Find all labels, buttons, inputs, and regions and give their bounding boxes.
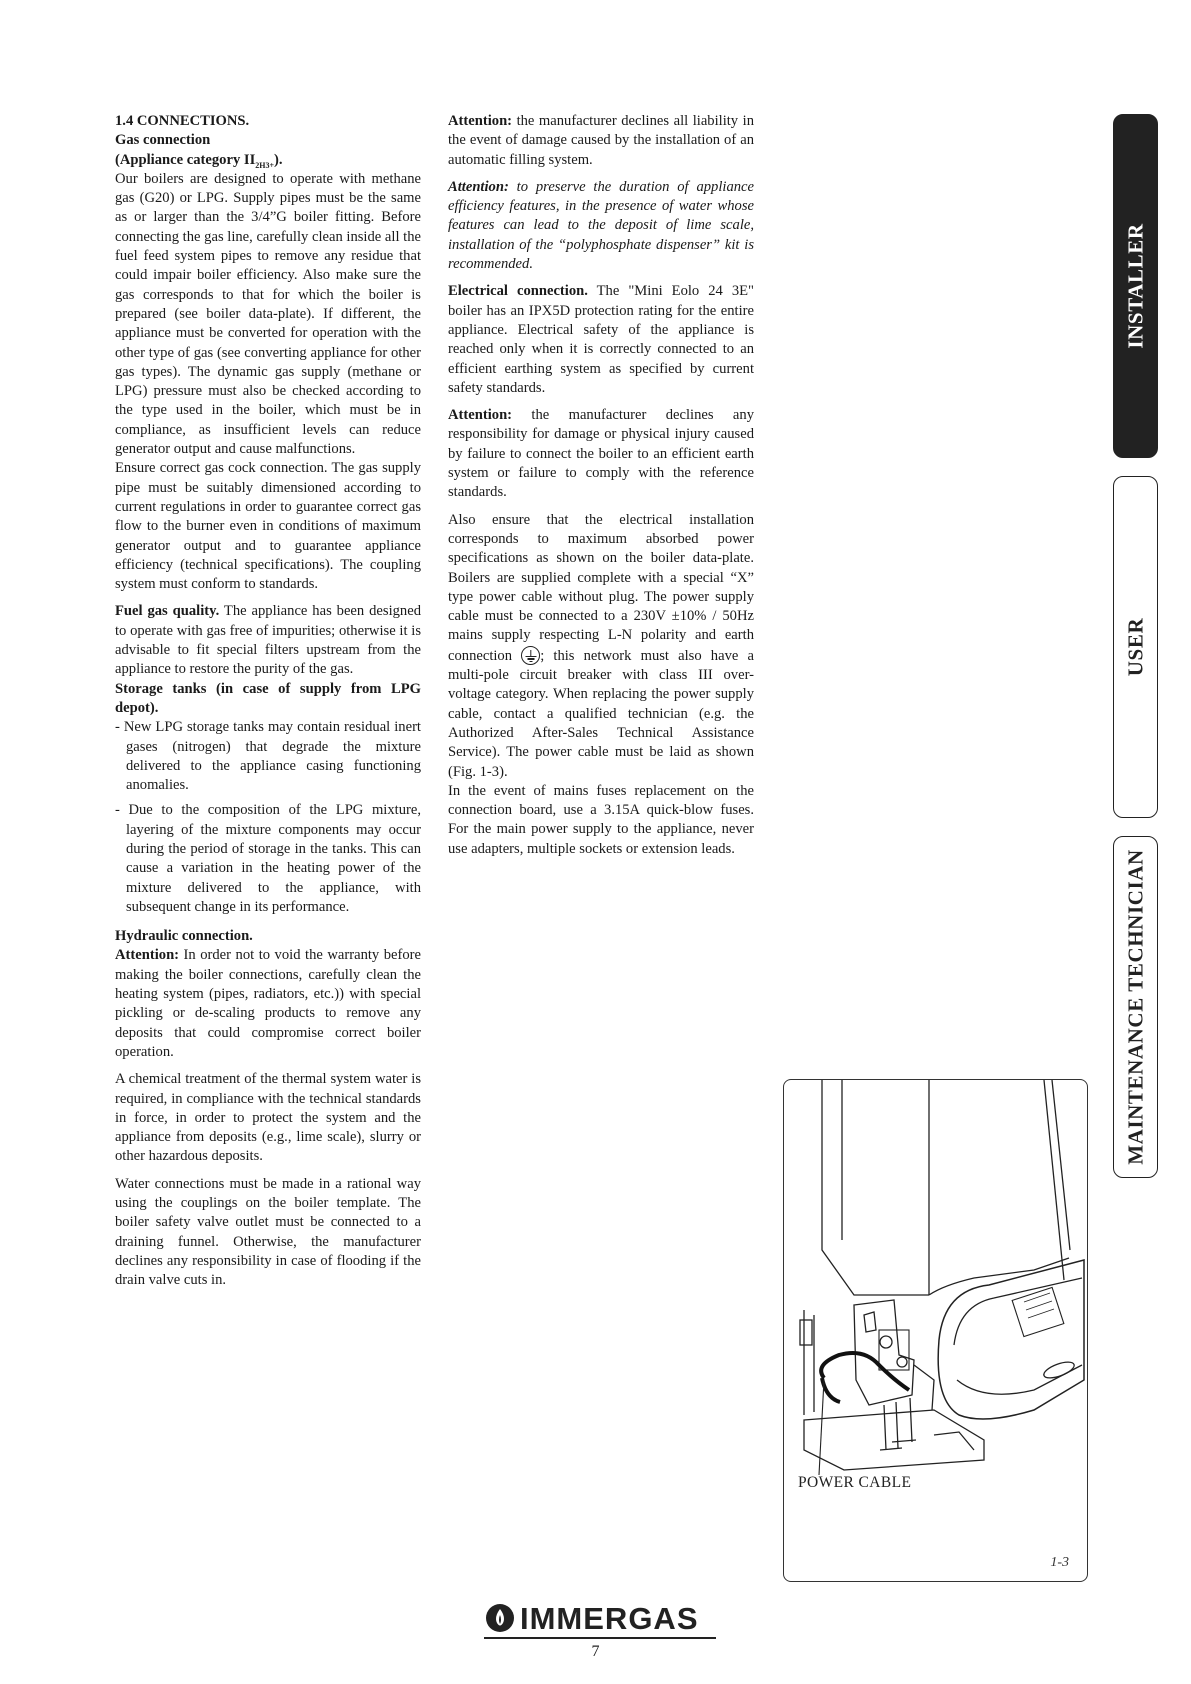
left-text-column: [115, 112, 421, 1299]
right-text-column: [448, 112, 754, 867]
appliance-category-heading: (Appliance category $II_{2H3+}$).: [115, 151, 283, 170]
attention-polyphosphate-paragraph: Attention: to preserve the duration of appliance efficiency features, in the presence of water whose features can lead to the deposit of lime scale, installation of the “polyphosphate dispenser” kit is recommended.: [448, 178, 754, 273]
immergas-logo: [484, 1599, 716, 1639]
electrical-installation-paragraph: Also ensure that the electrical installation corresponds to maximum absorbed power specifications as shown on the boiler data-plate. Boilers are supplied complete with a special “X” type power cable without plug. The power supply cable must be connected to a 230V ±10% / 50Hz mains supply respecting L-N polarity and earth connection ; this network must also have a multi-pole circuit breaker with class III over-voltage category. When replacing the power supply cable, contact a qualified technician (e.g. the Authorized After-Sales Technical Assistance Service). The power cable must be laid as shown (Fig. 1-3).: [448, 511, 754, 780]
figure-caption: POWER CABLE: [798, 1474, 912, 1491]
chemical-treatment-paragraph: A chemical treatment of the thermal system water is required, in compliance with the technical standards in force, in order to protect the system and the appliance from deposits (e.g., lime scale), slurry or other hazardous deposits.: [115, 1071, 421, 1165]
earth-symbol-icon: [521, 646, 540, 665]
tab-installer-label: INSTALLER: [1123, 223, 1147, 349]
section-heading: 1.4 CONNECTIONS.: [115, 113, 250, 129]
tab-user-label: USER: [1123, 617, 1147, 677]
gas-cock-paragraph: Ensure correct gas cock connection. The gas supply pipe must be suitably dimensioned according to current regulations in order to guarantee correct gas flow to the burner even in conditions of maximum generator output and to guarantee appliance efficiency (technical specifications). The coupling system must conform to standards.: [115, 460, 421, 593]
gas-connection-paragraph: Our boilers are designed to operate with methane gas (G20) or LPG. Supply pipes must be the same as or larger than the 3/4”G boiler fitting. Before connecting the gas line, carefully clean inside all the fuel feed system pipes to remove any residue that could impair boiler efficiency. Also make sure the gas corresponds to that for which the boiler is prepared (see boiler data-plate). If different, the appliance must be converted for operation with the other type of gas (see converting appliance for other gas types). The dynamic gas supply (methane or LPG) pressure must also be checked according to the type used in the boiler, which must be in compliance, as insufficient levels can reduce generator output and cause malfunctions.: [115, 170, 421, 458]
tab-maintenance-technician[interactable]: [1113, 836, 1158, 1178]
boiler-illustration: [784, 1080, 1088, 1510]
hydraulic-attention-paragraph: Attention: In order not to void the warranty before making the boiler connections, carefully clean the heating system (pipes, radiators, etc.)) with special pickling or de-scaling products to remove any deposits that could compromise correct boiler operation.: [115, 947, 421, 1060]
tab-maintenance-label: MAINTENANCE TECHNICIAN: [1123, 849, 1147, 1165]
gas-connection-heading: Gas connection: [115, 132, 211, 149]
hydraulic-connection-heading: Hydraulic connection.: [115, 928, 253, 945]
logo-flame-icon: [484, 1601, 516, 1635]
electrical-connection-paragraph: Electrical connection. The "Mini Eolo 24 3E" boiler has an IPX5D protection rating for the entire appliance. Electrical safety of the appliance is reached only when it is correctly connected to an efficient earthing system as specified by current safety standards.: [448, 283, 754, 396]
attention-filling-paragraph: Attention: the manufacturer declines all liability in the event of damage caused by the installation of an automatic filling system.: [448, 113, 754, 168]
figure-number: 1-3: [1050, 1555, 1069, 1570]
storage-tanks-heading: Storage tanks (in case of supply from LPG depot).: [115, 680, 421, 716]
tab-installer[interactable]: [1113, 114, 1158, 458]
fuel-gas-quality-paragraph: Fuel gas quality. The appliance has been designed to operate with gas free of impurities; otherwise it is advisable to fit special filters upstream from the appliance to restore the purity of the gas.: [115, 603, 421, 678]
attention-earth-paragraph: Attention: the manufacturer declines any responsibility for damage or physical injury caused by failure to connect the boiler to an efficient earth system or failure to comply with the reference standards.: [448, 407, 754, 501]
water-connections-paragraph: Water connections must be made in a rational way using the couplings on the boiler template. The boiler safety valve outlet must be connected to a draining funnel. Otherwise, the manufacturer declines any responsibility in case of flooding if the drain valve cuts in.: [115, 1175, 421, 1289]
fuses-paragraph: In the event of mains fuses replacement on the connection board, use a 3.15A quick-blow fuses. For the main power supply to the appliance, never use adapters, multiple sockets or extension leads.: [448, 782, 754, 857]
logo-underline: [484, 1637, 716, 1639]
page-number: 7: [591, 1643, 600, 1660]
tab-user[interactable]: [1113, 476, 1158, 818]
list-item: - New LPG storage tanks may contain residual inert gases (nitrogen) that degrade the mixture delivered to the appliance casing functioning anomalies.: [115, 719, 421, 794]
list-item: - Due to the composition of the LPG mixture, layering of the mixture components may occur during the period of storage in the tanks. This can cause a variation in the heating power of the mixture delivered to the appliance, with subsequent change in its performance.: [115, 802, 421, 915]
logo-wordmark: IMMERGAS: [520, 1601, 699, 1636]
figure-power-cable: [783, 1079, 1088, 1582]
